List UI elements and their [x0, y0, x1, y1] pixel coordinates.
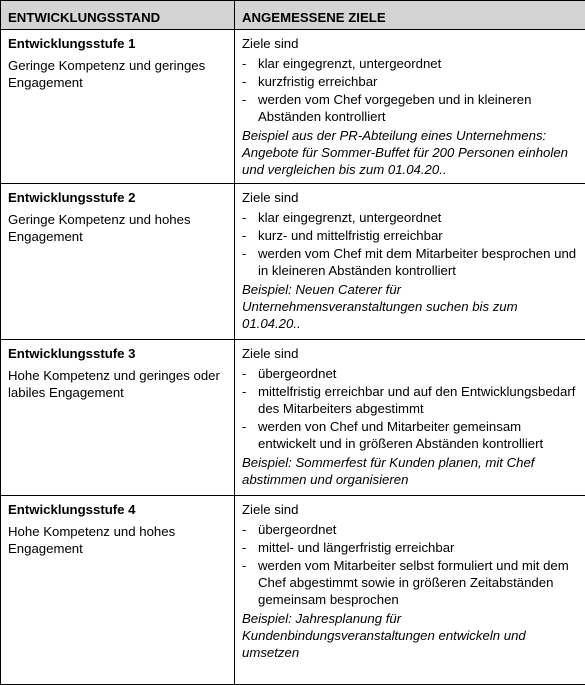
list-item — [242, 521, 579, 538]
table-row — [1, 30, 585, 184]
list-item — [242, 365, 579, 382]
goals-intro: Ziele sind — [242, 346, 299, 361]
stage-cell — [1, 30, 235, 184]
goals-cell — [235, 340, 585, 496]
stage-title: Entwicklungsstufe 4 — [8, 502, 136, 517]
goal-text: kurz- und mittelfristig erreichbar — [258, 228, 443, 243]
list-item — [242, 209, 579, 226]
dash-bullet: - — [242, 366, 247, 381]
goals-cell — [235, 184, 585, 340]
list-item — [242, 383, 579, 417]
stage-cell — [1, 340, 235, 496]
goals-list — [242, 521, 579, 608]
goals-cell — [235, 496, 585, 685]
dash-bullet: - — [242, 419, 247, 434]
list-item — [242, 557, 579, 608]
dash-bullet: - — [242, 246, 247, 261]
goal-text: klar eingegrenzt, untergeordnet — [258, 56, 442, 71]
example-text: Beispiel: Jahresplanung für Kundenbindungsveranstaltungen entwickeln und umsetzen — [242, 611, 526, 660]
stage-title: Entwicklungsstufe 2 — [8, 190, 136, 205]
list-item — [242, 245, 579, 279]
goal-text: mittelfristig erreichbar und auf den Entwicklungsbedarf des Mitarbeiters abgestimmt — [258, 384, 576, 416]
goal-text: übergeordnet — [258, 522, 337, 537]
goal-text: werden vom Mitarbeiter selbst formuliert und mit dem Chef abgestimmt sowie in größeren Zeitabständen gemeinsam besprochen — [258, 558, 569, 607]
stage-title: Entwicklungsstufe 1 — [8, 36, 136, 51]
table-header-row — [1, 1, 585, 30]
goal-text: werden vom Chef mit dem Mitarbeiter besprochen und in kleineren Abständen kontrolliert — [258, 246, 577, 278]
dash-bullet: - — [242, 384, 247, 399]
goals-list — [242, 365, 579, 452]
dash-bullet: - — [242, 210, 247, 225]
table-row — [1, 340, 585, 496]
dash-bullet: - — [242, 228, 247, 243]
dash-bullet: - — [242, 56, 247, 71]
dash-bullet: - — [242, 540, 247, 555]
list-item — [242, 73, 579, 90]
stage-cell — [1, 496, 235, 685]
goal-text: werden von Chef und Mitarbeiter gemeinsam entwickelt und in größeren Abständen kontrolliert — [258, 419, 544, 451]
table-row — [1, 184, 585, 340]
goal-text: klar eingegrenzt, untergeordnet — [258, 210, 442, 225]
stage-description: Geringe Kompetenz und geringes Engagement — [8, 58, 206, 90]
example-text: Beispiel: Neuen Caterer für Unternehmensveranstaltungen suchen bis zum 01.04.20.. — [242, 282, 518, 331]
list-item — [242, 539, 579, 556]
dash-bullet: - — [242, 74, 247, 89]
list-item — [242, 227, 579, 244]
example-text: Beispiel aus der PR-Abteilung eines Unternehmens: Angebote für Sommer-Buffet für 200 Personen einholen und vergleichen bis zum 01.04.20.. — [242, 128, 568, 177]
dash-bullet: - — [242, 92, 247, 107]
dash-bullet: - — [242, 558, 247, 573]
goals-intro: Ziele sind — [242, 36, 299, 51]
stage-description: Geringe Kompetenz und hohes Engagement — [8, 212, 191, 244]
goals-intro: Ziele sind — [242, 502, 299, 517]
goals-list — [242, 209, 579, 279]
header-appropriate-goals: ANGEMESSENE ZIELE — [235, 1, 585, 30]
example-text: Beispiel: Sommerfest für Kunden planen, mit Chef abstimmen und organisieren — [242, 455, 535, 487]
goals-intro: Ziele sind — [242, 190, 299, 205]
goal-text: übergeordnet — [258, 366, 337, 381]
goal-text: kurzfristig erreichbar — [258, 74, 378, 89]
header-development-stage: ENTWICKLUNGSSTAND — [1, 1, 235, 30]
stage-description: Hohe Kompetenz und hohes Engagement — [8, 524, 176, 556]
stage-title: Entwicklungsstufe 3 — [8, 346, 136, 361]
list-item — [242, 91, 579, 125]
goal-text: mittel- und längerfristig erreichbar — [258, 540, 455, 555]
list-item — [242, 55, 579, 72]
list-item — [242, 418, 579, 452]
goals-list — [242, 55, 579, 125]
goals-cell — [235, 30, 585, 184]
stage-cell — [1, 184, 235, 340]
goal-text: werden vom Chef vorgegeben und in kleineren Abständen kontrolliert — [258, 92, 532, 124]
table-row — [1, 496, 585, 685]
dash-bullet: - — [242, 522, 247, 537]
stage-description: Hohe Kompetenz und geringes oder labiles Engagement — [8, 368, 220, 400]
